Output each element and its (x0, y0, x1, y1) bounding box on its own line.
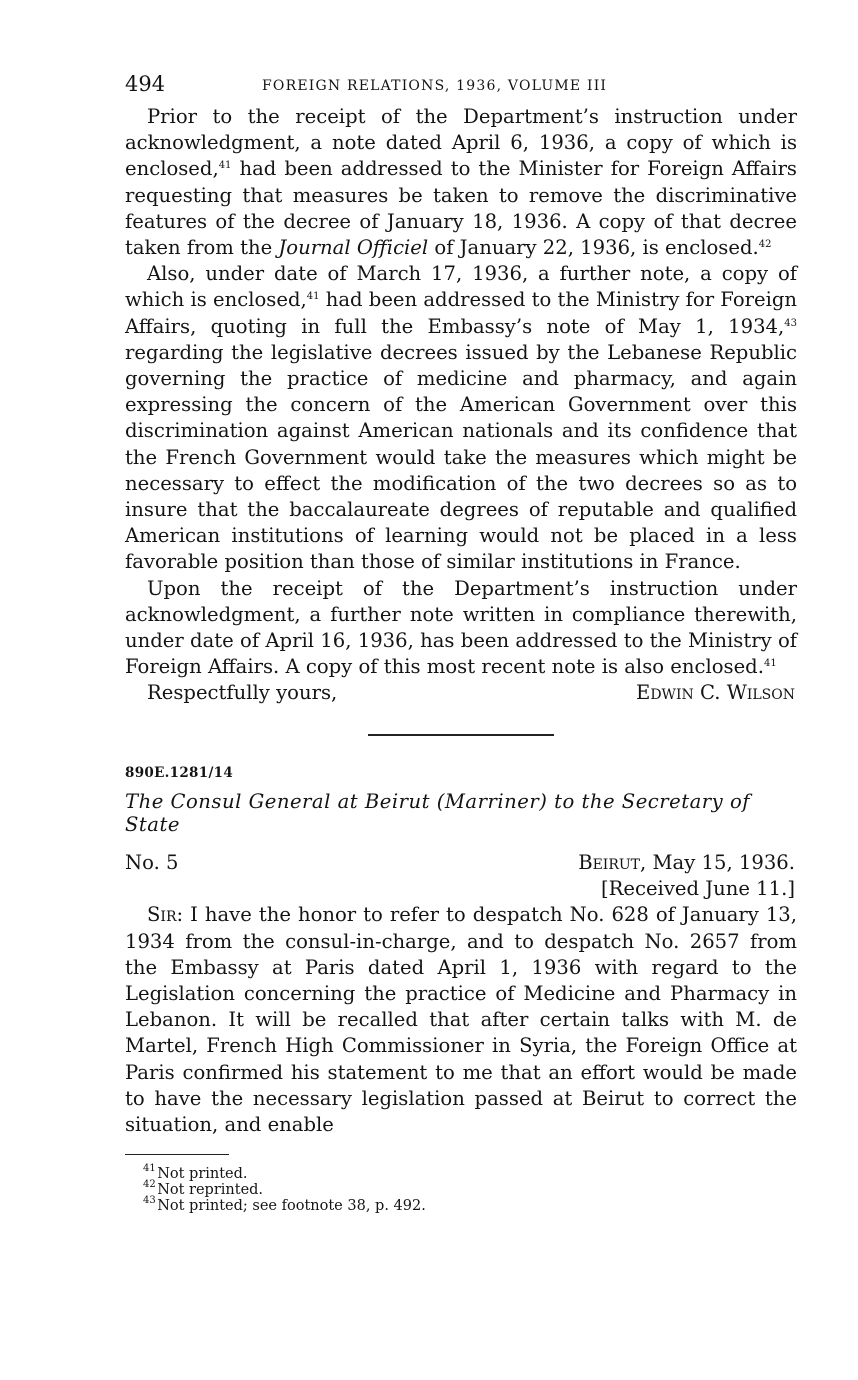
footnote-divider (125, 1154, 229, 1155)
footnotes (143, 1163, 797, 1215)
place-date (578, 850, 795, 902)
paragraph-text: had been addressed to the Ministry for Foreign Affairs, quoting in full the Embassy’s note of May 1, 1934, (125, 288, 798, 338)
paragraph-text: Prior to the receipt of the Department’s instruction under acknowledgment, a note dated April 6, 1936, a copy of which is enclosed, (125, 105, 797, 181)
file-number: 890E.1281/14 (125, 765, 234, 782)
despatch-date: , May 15, 1936. (640, 851, 795, 875)
footnote-ref: 41 (306, 291, 320, 303)
running-title: FOREIGN RELATIONS, 1936, VOLUME III (262, 78, 608, 94)
footnote-mark: 43 (143, 1195, 156, 1207)
footnote-text: Not reprinted. (157, 1182, 264, 1199)
document-page (125, 70, 797, 1214)
despatch-number: No. 5 (125, 851, 179, 875)
paragraph-2 (125, 261, 797, 575)
paragraph-3 (125, 576, 797, 681)
paragraph-text: had been addressed to the Minister for Foreign Affairs requesting that measures be taken to remove the discriminative features of the decree of January 18, 1936. A copy of that decree taken from the (125, 157, 797, 260)
place-name: Beirut (578, 851, 641, 875)
paragraph-text: : I have the honor to refer to despatch No. 628 of January 13, 1934 from the consul-in-charge, and to despatch No. 2657 from the Embassy at Paris dated April 1, 1936 with regard to the Legislation concerning the practice of Medicine and Pharmacy in Lebanon. It will be recalled that after certain talks with M. de Martel, French High Commissioner in Syria, the Foreign Office at Paris confirmed his statement to me that an effort would be made to have the necessary legislation passed at Beirut to correct the situation, and enable (125, 903, 797, 1137)
salutation: Sir (147, 903, 177, 927)
footnote-ref: 43 (784, 317, 797, 329)
paragraph-text: Upon the receipt of the Department’s instruction under acknowledgment, a further note written in compliance therewith, under date of April 16, 1936, has been addressed to the Ministry of Foreign Affairs. A copy of this most recent note is also enclosed. (125, 576, 797, 679)
footnote (143, 1195, 797, 1215)
paragraph-text: Also, under date of March 17, 1936, a further note, a copy of which is enclosed, (125, 262, 797, 312)
paragraph-1 (125, 104, 797, 261)
journal-title: Journal Officiel (278, 236, 429, 260)
dateline (125, 850, 797, 902)
section-divider (368, 734, 554, 736)
footnote-ref: 41 (763, 658, 777, 670)
footnote-ref: 41 (218, 160, 232, 172)
footnote-mark: 41 (143, 1163, 156, 1175)
received-date: [Received June 11.] (601, 877, 795, 901)
page-header (125, 70, 797, 104)
footnote-text: Not printed. (157, 1166, 248, 1183)
footnote-text: Not printed; see footnote 38, p. 492. (157, 1198, 426, 1215)
complimentary-close: Respectfully yours, (147, 681, 338, 705)
footnote-mark: 42 (143, 1179, 156, 1191)
document-title: The Consul General at Beirut (Marriner) to the Secretary of State (125, 790, 751, 837)
paragraph-text: regarding the legislative decrees issued by the Lebanese Republic governing the practice of medicine and pharmacy, and again expressing the concern of the American Government over this discrimination against American nationals and its confidence that the French Government would take the measures which might be necessary to effect the modification of the two decrees so as to insure that the baccalaureate degrees of reputable and qualified American institutions of learning would not be placed in a less favorable position than those of similar institutions in France. (125, 340, 797, 574)
signer-name: Edwin C. Wilson (636, 681, 795, 705)
signature-line (125, 680, 797, 706)
paragraph-text: of January 22, 1936, is enclosed. (428, 236, 759, 260)
footnote-ref: 42 (758, 239, 772, 251)
paragraph-4 (125, 902, 797, 1138)
footnote (143, 1163, 797, 1183)
footnote (143, 1179, 797, 1199)
page-number: 494 (125, 72, 166, 96)
